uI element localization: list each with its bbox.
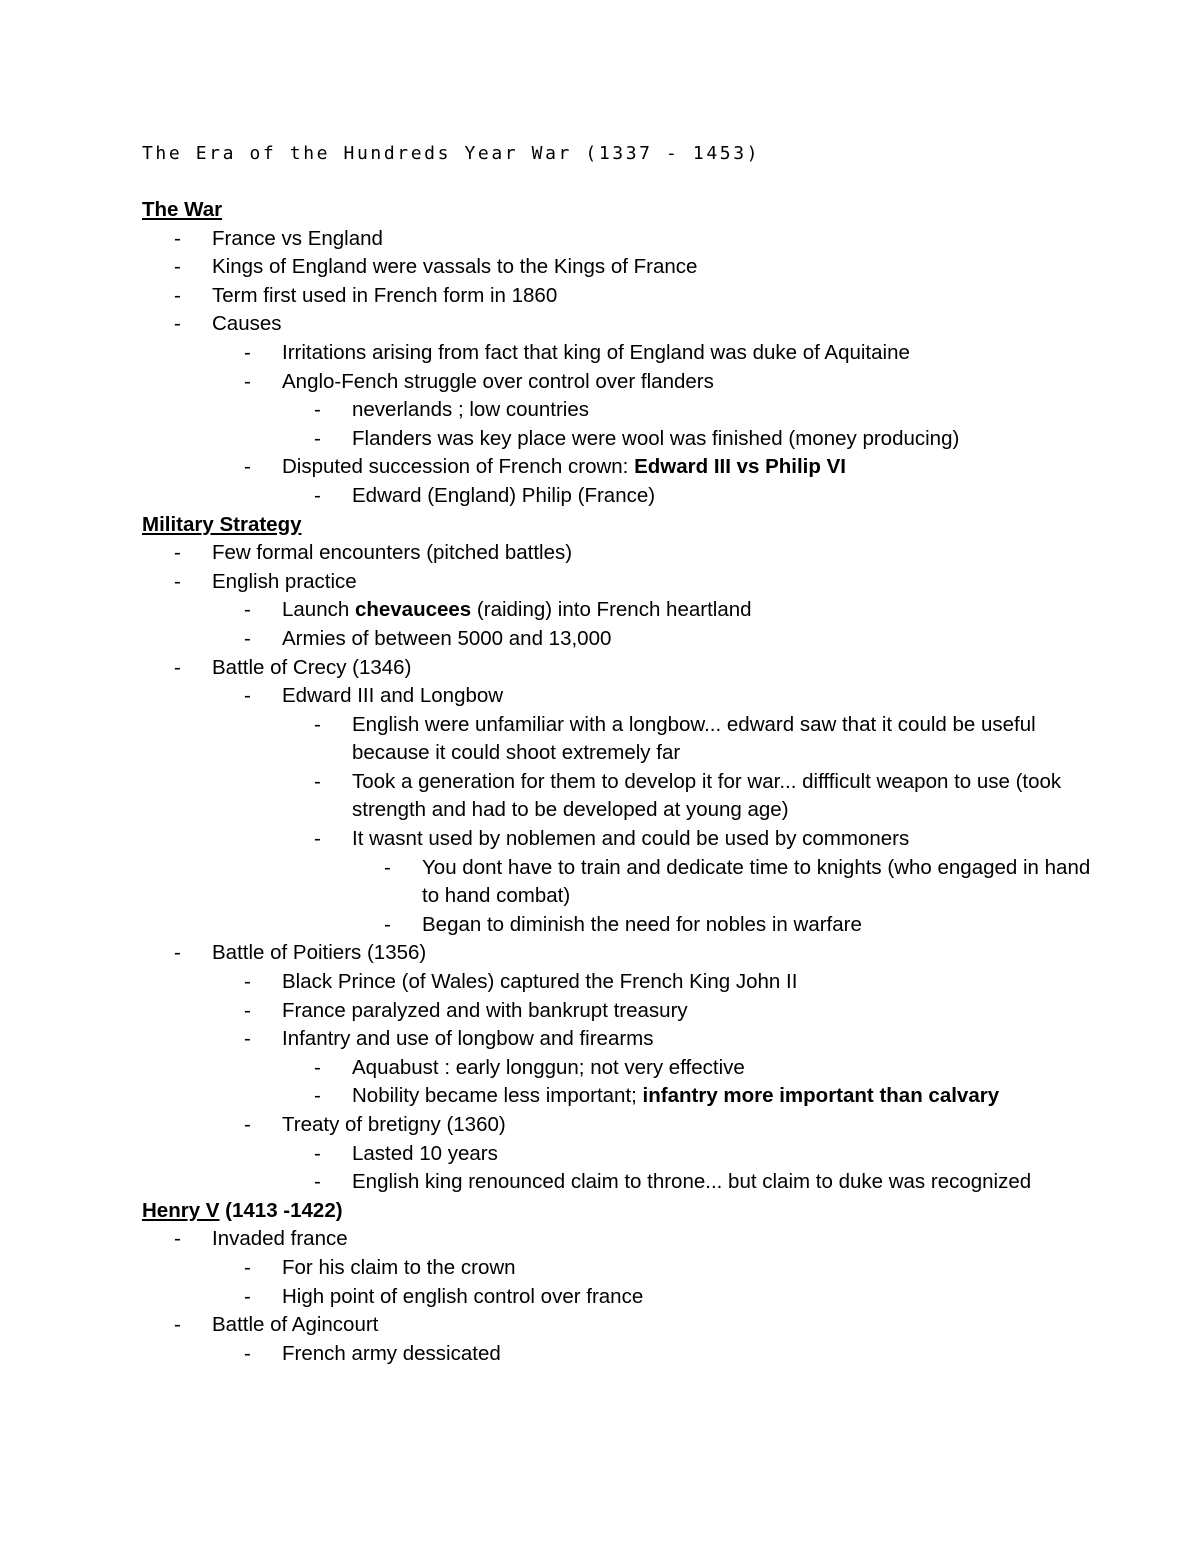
list-item — [212, 1111, 1102, 1197]
list-item-text: Infantry and use of longbow and firearms — [282, 1027, 654, 1051]
list-item-text: English practice — [212, 569, 357, 593]
bullet-list-level-2 — [212, 682, 1102, 939]
section-heading-underlined: The War — [142, 198, 223, 221]
list-item — [142, 568, 1102, 654]
dash-bullet: - — [314, 426, 321, 450]
section — [142, 196, 1102, 511]
list-item — [142, 225, 1102, 254]
section — [142, 511, 1102, 1197]
list-item — [142, 539, 1102, 568]
dash-bullet: - — [174, 255, 181, 279]
list-item — [142, 1311, 1102, 1368]
list-item — [352, 854, 1102, 911]
list-item-text: Flanders was key place were wool was finished (money producing) — [352, 426, 960, 450]
list-item — [142, 939, 1102, 1196]
bullet-list-level-3 — [282, 711, 1102, 940]
list-item-text: Battle of Agincourt — [212, 1313, 379, 1337]
list-item — [212, 368, 1102, 454]
bullet-list-level-4 — [352, 854, 1102, 940]
list-item — [212, 997, 1102, 1026]
list-item-text: Nobility became less important; — [352, 1084, 643, 1108]
list-item-text: Term first used in French form in 1860 — [212, 283, 558, 307]
bullet-list-level-2 — [212, 1340, 1102, 1369]
list-item-text: Aquabust : early longgun; not very effective — [352, 1055, 745, 1079]
dash-bullet: - — [174, 655, 181, 679]
list-item-text: It wasnt used by noblemen and could be used by commoners — [352, 827, 910, 851]
list-item — [282, 1082, 1102, 1111]
dash-bullet: - — [174, 941, 181, 965]
list-item — [212, 339, 1102, 368]
dash-bullet: - — [314, 483, 321, 507]
list-item-text: Treaty of bretigny (1360) — [282, 1113, 506, 1136]
dash-bullet: - — [384, 855, 391, 879]
dash-bullet: - — [244, 598, 251, 622]
dash-bullet: - — [174, 226, 181, 250]
bullet-list-level-3 — [282, 1054, 1102, 1111]
list-item — [142, 282, 1102, 311]
list-item-text: Black Prince (of Wales) captured the French King John II — [282, 970, 798, 994]
list-item — [282, 1140, 1102, 1169]
dash-bullet: - — [244, 626, 251, 650]
list-item-text: Edward III and Longbow — [282, 684, 504, 708]
list-item — [282, 1054, 1102, 1083]
list-item — [142, 1225, 1102, 1311]
document-body — [142, 196, 1102, 1368]
dash-bullet: - — [314, 827, 321, 851]
dash-bullet: - — [244, 684, 251, 708]
list-item — [212, 1025, 1102, 1111]
list-item — [282, 825, 1102, 939]
list-item — [282, 482, 1102, 511]
dash-bullet: - — [244, 998, 251, 1022]
bullet-list-level-1 — [142, 1225, 1102, 1368]
list-item-text-after: (raiding) into French heartland — [471, 598, 752, 622]
section-heading — [142, 1197, 1102, 1226]
section-heading — [142, 196, 1102, 225]
dash-bullet: - — [244, 1027, 251, 1051]
list-item-text: France paralyzed and with bankrupt treasury — [282, 998, 688, 1022]
dash-bullet: - — [174, 569, 181, 593]
list-item-text: English were unfamiliar with a longbow... edward saw that it could be useful because it could shoot extremely far — [352, 712, 1036, 765]
bullet-list-level-2 — [212, 596, 1102, 653]
dash-bullet: - — [174, 1227, 181, 1251]
list-item-text: French army dessicated — [282, 1341, 501, 1365]
dash-bullet: - — [314, 398, 321, 422]
section-heading — [142, 511, 1102, 540]
list-item-text: Kings of England were vassals to the Kings of France — [212, 255, 698, 279]
list-item-text: High point of english control over france — [282, 1284, 644, 1308]
list-item-bold-text: Edward III vs Philip VI — [634, 455, 846, 479]
list-item — [282, 768, 1102, 825]
list-item-text: Armies of between 5000 and 13,000 — [282, 626, 612, 650]
list-item-text: Began to diminish the need for nobles in warfare — [422, 912, 862, 936]
list-item — [282, 396, 1102, 425]
list-item-text: You dont have to train and dedicate time to knights (who engaged in hand to hand combat) — [422, 855, 1091, 908]
bullet-list-level-3 — [282, 396, 1102, 453]
list-item-text: Took a generation for them to develop it for war... diffficult weapon to use (took strength and had to be developed at young age) — [352, 769, 1062, 822]
list-item — [212, 453, 1102, 510]
bullet-list-level-2 — [212, 968, 1102, 1197]
list-item — [212, 625, 1102, 654]
dash-bullet: - — [244, 1113, 251, 1136]
list-item-text: Anglo-Fench struggle over control over flanders — [282, 369, 714, 393]
dash-bullet: - — [314, 769, 321, 793]
list-item — [212, 682, 1102, 939]
list-item — [212, 1283, 1102, 1312]
list-item-text: Irritations arising from fact that king of England was duke of Aquitaine — [282, 340, 910, 364]
list-item-text: Causes — [212, 312, 282, 336]
list-item — [142, 310, 1102, 510]
section-heading-underlined: Military Strategy — [142, 512, 302, 536]
dash-bullet: - — [244, 369, 251, 393]
bullet-list-level-3 — [282, 1140, 1102, 1197]
dash-bullet: - — [384, 912, 391, 936]
dash-bullet: - — [174, 283, 181, 307]
list-item-text: Disputed succession of French crown: — [282, 455, 635, 479]
list-item — [282, 425, 1102, 454]
list-item-text: Battle of Poitiers (1356) — [212, 941, 427, 965]
dash-bullet: - — [314, 1170, 321, 1194]
list-item-text: Invaded france — [212, 1227, 348, 1251]
list-item-bold-text: chevaucees — [354, 598, 472, 622]
list-item — [282, 711, 1102, 768]
dash-bullet: - — [244, 1341, 251, 1365]
section-heading-underlined: Henry V — [142, 1198, 220, 1222]
bullet-list-level-1 — [142, 539, 1102, 1197]
list-item — [212, 1340, 1102, 1369]
list-item-text: neverlands ; low countries — [352, 398, 590, 422]
list-item — [212, 596, 1102, 625]
list-item — [142, 253, 1102, 282]
section — [142, 1197, 1102, 1369]
document-title: The Era of the Hundreds Year War (1337 - 1453) — [142, 143, 761, 164]
dash-bullet: - — [174, 541, 181, 565]
bullet-list-level-2 — [212, 1254, 1102, 1311]
list-item-text: English king renounced claim to throne... but claim to duke was recognized — [352, 1170, 1032, 1194]
dash-bullet: - — [244, 1284, 251, 1308]
list-item-bold-text: infantry more important than calvary — [642, 1084, 1000, 1108]
list-item-text: Launch — [282, 598, 355, 622]
list-item-text: Battle of Crecy (1346) — [212, 655, 412, 679]
list-item-text: France vs England — [212, 226, 383, 250]
dash-bullet: - — [314, 712, 321, 736]
dash-bullet: - — [174, 312, 181, 336]
list-item — [212, 968, 1102, 997]
bullet-list-level-2 — [212, 339, 1102, 511]
dash-bullet: - — [314, 1141, 321, 1165]
dash-bullet: - — [244, 1255, 251, 1279]
dash-bullet: - — [314, 1084, 321, 1108]
list-item-text: Few formal encounters (pitched battles) — [212, 541, 573, 565]
list-item — [352, 911, 1102, 940]
dash-bullet: - — [244, 970, 251, 994]
dash-bullet: - — [314, 1055, 321, 1079]
list-item-text: Lasted 10 years — [352, 1141, 498, 1165]
list-item-text: Edward (England) Philip (France) — [352, 483, 656, 507]
section-heading-rest: (1413 -1422) — [219, 1198, 343, 1222]
list-item — [142, 654, 1102, 940]
dash-bullet: - — [174, 1313, 181, 1337]
bullet-list-level-3 — [282, 482, 1102, 511]
list-item — [212, 1254, 1102, 1283]
list-item-text: For his claim to the crown — [282, 1255, 516, 1279]
bullet-list-level-1 — [142, 225, 1102, 511]
dash-bullet: - — [244, 455, 251, 479]
dash-bullet: - — [244, 340, 251, 364]
list-item — [282, 1168, 1102, 1197]
